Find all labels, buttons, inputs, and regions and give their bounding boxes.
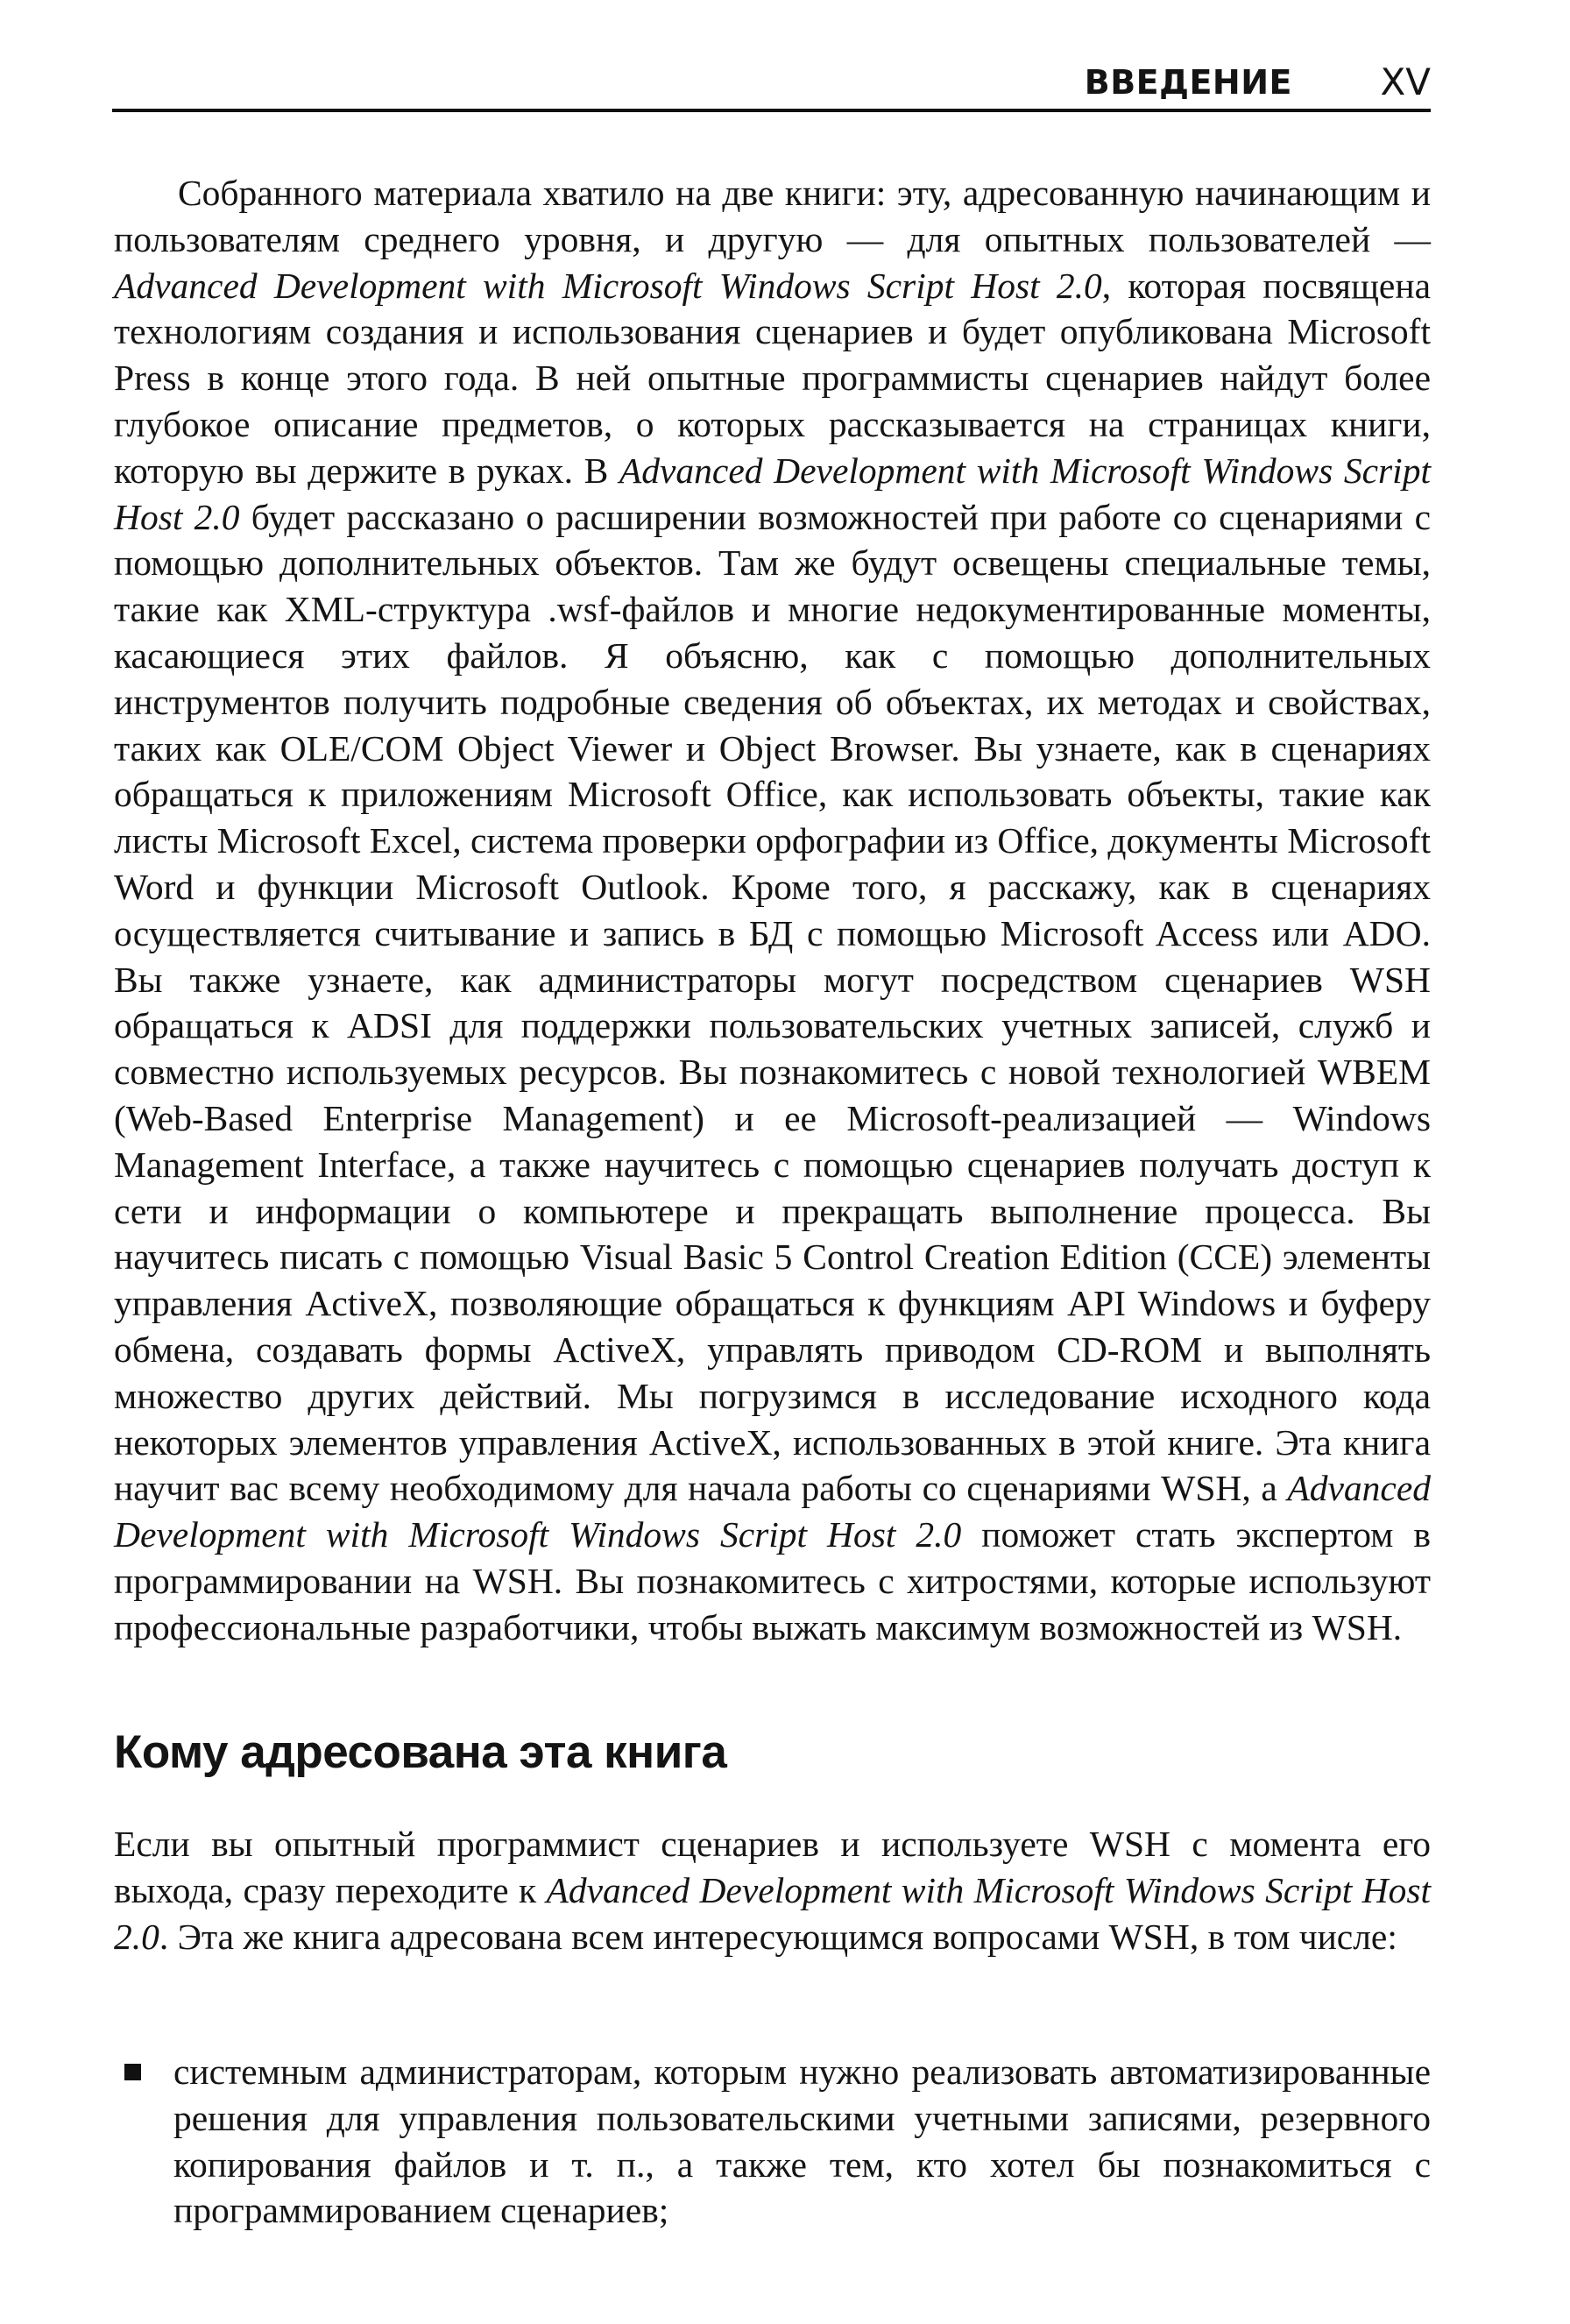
paragraph-text: , которая посвящена технологиям создания и использования сценариев и будет опубликована Microsoft Press в конце этого года. В ней опытные программисты сценариев найдут более глубокое описание предметов, о которых рассказывается на страницах книги, которую вы держите в руках. В xyxy=(114,265,1431,491)
paragraph-text: Если вы опытный программист сценариев и используете WSH с момента его выхода, сразу переходите к xyxy=(114,1824,1431,1910)
intro-paragraph xyxy=(114,170,1431,1651)
book-title-italic: Advanced Development with Microsoft Windows Script Host 2.0 xyxy=(114,1468,1431,1555)
section-heading: Кому адресована эта книга xyxy=(114,1726,727,1778)
book-title-italic: Advanced Development with Microsoft Windows Script Host 2.0 xyxy=(114,450,1431,537)
list-item xyxy=(114,2049,1431,2234)
running-head-section-title: ВВЕДЕНИЕ xyxy=(1084,63,1292,102)
running-head xyxy=(112,54,1431,112)
list-item-text: системным администраторам, которым нужно реализовать автоматизированные решения для управления пользовательскими учетными записями, резервного копирования файлов и т. п., а также тем, кто хотел бы познакомиться с программированием сценариев; xyxy=(173,2051,1431,2231)
square-bullet-icon xyxy=(124,2064,141,2080)
page-number: XV xyxy=(1380,60,1431,103)
paragraph-text: поможет стать экспертом в программировании на WSH. Вы познакомитесь с хитростями, которые используют профессиональные разработчики, чтобы выжать максимум возможностей из WSH. xyxy=(114,1514,1431,1647)
audience-paragraph xyxy=(114,1821,1431,1959)
book-title-italic: Advanced Development with Microsoft Windows Script Host 2.0 xyxy=(114,265,1102,306)
audience-list xyxy=(114,2049,1431,2234)
paragraph-text: будет рассказано о расширении возможностей при работе со сценариями с помощью дополнительных объектов. Там же будут освещены специальные темы, такие как XML-структура .wsf-файлов и многие недокументированные моменты, касающиеся этих файлов. Я объясню, как с помощью дополнительных инструментов получить подробные сведения об объектах, их методах и свойствах, таких как OLE/COM Object Viewer и Object Browser. Вы узнаете, как в сценариях обращаться к приложениям Microsoft Office, как использовать объекты, такие как листы Microsoft Excel, система проверки орфографии из Office, документы Microsoft Word и функции Microsoft Outlook. Кроме того, я расскажу, как в сценариях осуществляется считывание и запись в БД с помощью Microsoft Access или ADO. Вы также узнаете, как администраторы могут посредством сценариев WSH обращаться к ADSI для поддержки пользовательских учетных записей, служб и совместно используемых ресурсов. Вы познакомитесь с новой технологией WBEM (Web-Based Enterprise Management) и ее Microsoft-реализацией — Windows Management Interface, а также научитесь с помощью сценариев получать доступ к сети и информации о компьютере и прекращать выполнение процесса. Вы научитесь писать с помощью Visual Basic 5 Control Creation Edition (CCE) элементы управления ActiveX, позволяющие обращаться к функциям API Windows и буферу обмена, создавать формы ActiveX, управлять приводом CD-ROM и выполнять множество других действий. Мы погрузимся в исследование исходного кода некоторых элементов управления ActiveX, использованных в этой книге. Эта книга научит вас всему необходимому для начала работы со сценариями WSH, а xyxy=(114,496,1431,1509)
paragraph-text: Собранного материала хватило на две книги: эту, адресованную начинающим и пользователям среднего уровня, и другую — для опытных пользователей — xyxy=(114,173,1431,259)
book-title-italic: Advanced Development with Microsoft Windows Script Host 2.0 xyxy=(114,1869,1431,1957)
paragraph-text: . Эта же книга адресована всем интересующимся вопросами WSH, в том числе: xyxy=(159,1916,1397,1957)
